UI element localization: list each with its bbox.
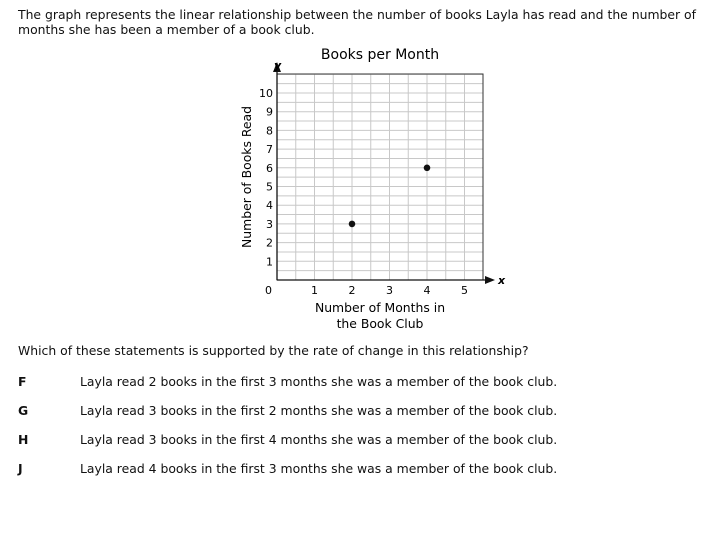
choice-letter: H bbox=[18, 432, 29, 447]
data-point bbox=[424, 165, 431, 172]
question-intro: The graph represents the linear relationship between the number of books Layla has read and the number of months she has been a member of a book club. bbox=[18, 7, 696, 37]
x-tick-label: 2 bbox=[348, 284, 356, 297]
y-tick-label: 9 bbox=[266, 105, 273, 119]
x-tick-label: 5 bbox=[461, 284, 468, 297]
answer-choice-f[interactable] bbox=[18, 374, 708, 392]
chart-title: Books per Month bbox=[320, 47, 440, 63]
x-tick-label: 4 bbox=[423, 284, 431, 297]
y-tick-label: 10 bbox=[259, 87, 273, 100]
origin-label: 0 bbox=[265, 284, 272, 297]
x-axis-label-line-1: Number of Months in bbox=[314, 300, 446, 315]
x-tick-label: 3 bbox=[386, 284, 393, 297]
choice-text: Layla read 2 books in the first 3 months she was a member of the book club. bbox=[80, 374, 558, 389]
choice-text: Layla read 3 books in the first 4 months she was a member of the book club. bbox=[80, 432, 558, 447]
choice-letter: J bbox=[18, 461, 23, 476]
choice-letter: F bbox=[18, 374, 27, 389]
x-axis-letter: x bbox=[498, 274, 506, 287]
answer-choice-h[interactable] bbox=[18, 432, 708, 450]
y-tick-label: 8 bbox=[266, 124, 273, 138]
y-tick-label: 3 bbox=[266, 217, 273, 231]
y-tick-label: 7 bbox=[266, 143, 273, 157]
answer-choice-j[interactable] bbox=[18, 461, 708, 479]
data-point bbox=[349, 221, 356, 228]
y-tick-label: 1 bbox=[266, 255, 273, 269]
x-axis-arrow-icon bbox=[485, 276, 495, 284]
choice-letter: G bbox=[18, 403, 29, 418]
y-axis-label: Number of Books Read bbox=[239, 106, 254, 248]
y-tick-label: 5 bbox=[266, 180, 273, 194]
question-prompt: Which of these statements is supported by the rate of change in this relationship? bbox=[18, 343, 529, 358]
choice-text: Layla read 4 books in the first 3 months she was a member of the book club. bbox=[80, 461, 558, 476]
x-axis-label-line-2: the Book Club bbox=[336, 316, 424, 331]
answer-choice-g[interactable] bbox=[18, 403, 708, 421]
y-tick-label: 6 bbox=[266, 161, 273, 175]
y-axis-letter: y bbox=[274, 59, 282, 72]
choice-text: Layla read 3 books in the first 2 months she was a member of the book club. bbox=[80, 403, 558, 418]
y-tick-label: 2 bbox=[266, 236, 273, 250]
y-tick-label: 4 bbox=[266, 199, 273, 213]
x-tick-label: 1 bbox=[311, 284, 318, 297]
